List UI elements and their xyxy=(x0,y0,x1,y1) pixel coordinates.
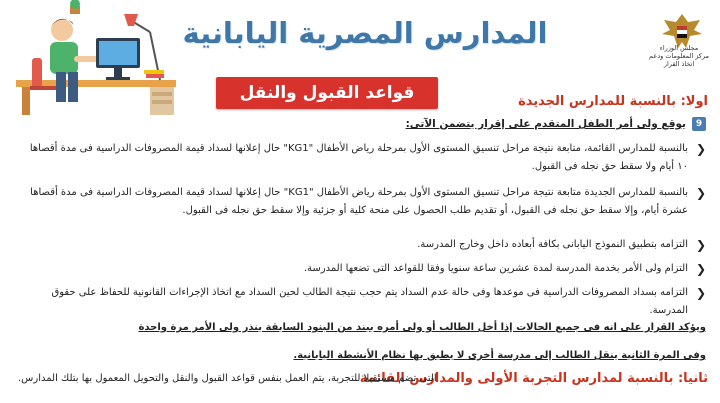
list-item xyxy=(16,184,706,220)
admission-rules-banner: قواعد القبول والنقل xyxy=(216,77,438,109)
list-item-text: التزامه بتطبيق النموذج اليابانى بكافة أبعاده داخل وخارج المدرسة. xyxy=(417,239,688,250)
list-item xyxy=(16,284,706,320)
list-item-text: التزام ولى الأمر بخدمة المدرسة لمدة عشرين ساعة سنويا وفقا للقواعد التى تضعها المدرسة. xyxy=(303,263,688,274)
logo-caption-line2: مركز المعلومات ودعم اتخاذ القرار xyxy=(649,52,709,68)
list-item xyxy=(16,260,706,278)
section1-heading: اولا: بالنسبة للمدارس الجديدة xyxy=(518,94,708,109)
logo-caption-line1: مجلس الوزراء xyxy=(659,44,699,52)
list-item xyxy=(16,140,706,176)
question-row xyxy=(106,117,706,131)
list-item-text: بالنسبة للمدارس الجديدة متابعة نتيجة مراحل تنسيق المستوى الأول بمرحلة رياض الأطفال "KG1" حال إعلانها لسداد قيمة المصروفات الدراسية فى مدة أقصاها عشرة أيام، وإلا سقط حق نجله فى القبول، أو تقديم طلب الحصول على منحة كلية أو جزئية وإلا سقط حق نجله فى القبول. xyxy=(30,187,688,216)
chevron-left-icon: ❮ xyxy=(695,186,706,200)
student-at-desk-illustration xyxy=(0,0,180,115)
question-badge: 9 xyxy=(692,117,706,131)
chevron-left-icon: ❮ xyxy=(695,238,706,252)
page-title: المدارس المصرية اليابانية xyxy=(182,16,548,50)
list-item-text: بالنسبة للمدارس القائمة، متابعة نتيجة مراحل تنسيق المستوى الأول بمرحلة رياض الأطفال "KG1" حال إعلانها لسداد قيمة المصروفات الدراسية فى مدة أقصاها ١٠ أيام ولا سقط حق نجله فى القبول. xyxy=(29,143,688,172)
chevron-left-icon: ❮ xyxy=(695,142,706,156)
section2-heading: ثانيا: بالنسبة لمدارس التجربة الأولى والمدارس القائمة xyxy=(359,371,708,386)
list-item-text: التزامه بسداد المصروفات الدراسية فى موعدها وفى حالة عدم السداد يتم حجب نتيجة الطالب لحين السداد مع اتخاذ الإجراءات القانونية للحفاظ على حقوق المدرسة. xyxy=(51,287,688,316)
section2-text: التى تضم مستقبلا للتجربة، يتم العمل بنفس قواعد القبول والنقل والتحويل المعمول بها بتلك المدارس. xyxy=(18,373,437,384)
list-item xyxy=(16,236,706,254)
note-warning: ويؤكد القرار على انه فى جميع الحالات إذا أخل الطالب أو ولى أمره ببند من البنود السابقة ينذر ولى الأمر مرة واحدة xyxy=(138,322,706,333)
question-text: يوقع ولى أمر الطفل المتقدم على إقرار يتضمن الآتى: xyxy=(405,118,686,130)
logo-caption xyxy=(642,44,716,68)
note-transfer: وفى المرة الثانية ينقل الطالب إلى مدرسة أخرى لا يطبق بها نظام الأنشطة اليابانية. xyxy=(293,350,706,361)
chevron-left-icon: ❮ xyxy=(695,262,706,276)
chevron-left-icon: ❮ xyxy=(695,286,706,300)
